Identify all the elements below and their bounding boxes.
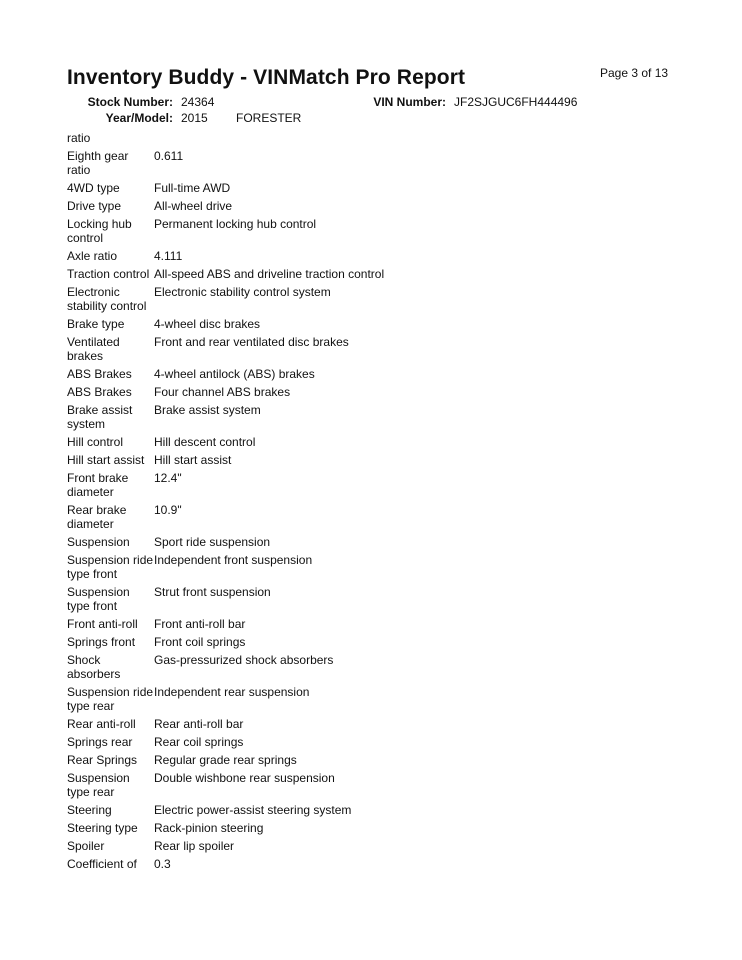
- spec-row: [67, 403, 447, 431]
- spec-value: 4-wheel disc brakes: [154, 317, 261, 331]
- report-title: Inventory Buddy - VINMatch Pro Report: [67, 66, 466, 89]
- page-indicator: Page 3 of 13: [600, 66, 669, 80]
- stock-number-label: Stock Number:: [87, 95, 173, 109]
- spec-value: Double wishbone rear suspension: [154, 771, 335, 785]
- spec-label: Suspension: [67, 535, 130, 549]
- spec-label: Coefficient of: [67, 857, 137, 871]
- spec-label: Hill control: [67, 435, 124, 449]
- spec-label: Locking hub control: [67, 217, 132, 245]
- spec-value: Rear lip spoiler: [154, 839, 235, 853]
- spec-row: [67, 635, 447, 649]
- spec-row: [67, 839, 447, 853]
- spec-label: Rear anti-roll: [67, 717, 136, 731]
- spec-row: [67, 803, 447, 817]
- spec-value: Front anti-roll bar: [154, 617, 246, 631]
- spec-value: 4-wheel antilock (ABS) brakes: [154, 367, 315, 381]
- spec-value: Strut front suspension: [154, 585, 271, 599]
- spec-label: Spoiler: [67, 839, 105, 853]
- spec-value: Permanent locking hub control: [154, 217, 317, 231]
- spec-label: Rear Springs: [67, 753, 138, 767]
- spec-row: [67, 857, 447, 871]
- spec-value: Independent rear suspension: [154, 685, 310, 699]
- spec-value: 0.611: [154, 149, 184, 163]
- spec-row: [67, 181, 447, 195]
- spec-row: [67, 335, 447, 363]
- spec-value: 4.111: [154, 249, 183, 263]
- spec-label: Electronic stability control: [67, 285, 147, 313]
- spec-value: Four channel ABS brakes: [154, 385, 291, 399]
- spec-value: Hill start assist: [154, 453, 232, 467]
- year-model-label: Year/Model:: [105, 111, 173, 125]
- spec-value: 12.4": [154, 471, 182, 485]
- spec-label: Suspension ride type front: [67, 553, 154, 581]
- spec-row: [67, 367, 447, 381]
- spec-value: Rear anti-roll bar: [154, 717, 244, 731]
- spec-label: Suspension type front: [67, 585, 130, 613]
- spec-row: [67, 717, 447, 731]
- vin-value: JF2SJGUC6FH444496: [454, 95, 578, 109]
- spec-value: Electric power-assist steering system: [154, 803, 352, 817]
- spec-row: [67, 771, 447, 799]
- spec-row: [67, 453, 447, 467]
- spec-value: Gas-pressurized shock absorbers: [154, 653, 334, 667]
- spec-value: Regular grade rear springs: [154, 753, 297, 767]
- spec-row: [67, 585, 447, 613]
- spec-label: Springs front: [67, 635, 136, 649]
- spec-row: [67, 317, 447, 331]
- spec-row: [67, 435, 447, 449]
- year-value: 2015: [181, 111, 208, 125]
- spec-value: Independent front suspension: [154, 553, 313, 567]
- spec-value: Full-time AWD: [154, 181, 231, 195]
- spec-label: Steering: [67, 803, 112, 817]
- spec-row: [67, 267, 447, 281]
- spec-label: Brake assist system: [67, 403, 133, 431]
- spec-row: [67, 735, 447, 749]
- spec-row: [67, 753, 447, 767]
- spec-label: ratio: [67, 131, 91, 145]
- spec-label: Suspension type rear: [67, 771, 130, 799]
- spec-row: [67, 617, 447, 631]
- spec-label: Steering type: [67, 821, 138, 835]
- spec-value: Front and rear ventilated disc brakes: [154, 335, 349, 349]
- spec-label: Ventilated brakes: [67, 335, 120, 363]
- spec-row: [67, 535, 447, 549]
- spec-label: ABS Brakes: [67, 385, 132, 399]
- spec-row: [67, 199, 447, 213]
- spec-value: 10.9": [154, 503, 182, 517]
- stock-number-value: 24364: [181, 95, 215, 109]
- vin-label: VIN Number:: [373, 95, 446, 109]
- spec-label: Hill start assist: [67, 453, 145, 467]
- spec-label: Traction control: [67, 267, 150, 281]
- spec-row: [67, 131, 447, 145]
- spec-label: Suspension ride type rear: [67, 685, 154, 713]
- spec-value: Front coil springs: [154, 635, 246, 649]
- spec-label: Springs rear: [67, 735, 133, 749]
- spec-value: Electronic stability control system: [154, 285, 331, 299]
- spec-table: [67, 131, 447, 875]
- spec-value: Hill descent control: [154, 435, 256, 449]
- spec-value: Rack-pinion steering: [154, 821, 264, 835]
- spec-value: Brake assist system: [154, 403, 261, 417]
- spec-value: Sport ride suspension: [154, 535, 271, 549]
- spec-label: Axle ratio: [67, 249, 118, 263]
- spec-label: Front brake diameter: [67, 471, 129, 499]
- spec-row: [67, 821, 447, 835]
- spec-label: Front anti-roll: [67, 617, 138, 631]
- spec-row: [67, 553, 447, 581]
- spec-label: Brake type: [67, 317, 125, 331]
- spec-row: [67, 217, 447, 245]
- spec-label: 4WD type: [67, 181, 120, 195]
- spec-row: [67, 503, 447, 531]
- spec-label: Shock absorbers: [67, 653, 121, 681]
- spec-row: [67, 385, 447, 399]
- spec-row: [67, 249, 447, 263]
- spec-value: 0.3: [154, 857, 171, 871]
- spec-value: Rear coil springs: [154, 735, 244, 749]
- spec-row: [67, 285, 447, 313]
- spec-label: ABS Brakes: [67, 367, 132, 381]
- spec-row: [67, 653, 447, 681]
- model-value: FORESTER: [236, 111, 302, 125]
- spec-value: All-wheel drive: [154, 199, 233, 213]
- spec-label: Drive type: [67, 199, 122, 213]
- spec-value: [154, 131, 447, 145]
- spec-row: [67, 471, 447, 499]
- spec-label: Rear brake diameter: [67, 503, 127, 531]
- spec-value: All-speed ABS and driveline traction control: [154, 267, 385, 281]
- spec-label: Eighth gear ratio: [67, 149, 129, 177]
- spec-row: [67, 685, 447, 713]
- spec-row: [67, 149, 447, 177]
